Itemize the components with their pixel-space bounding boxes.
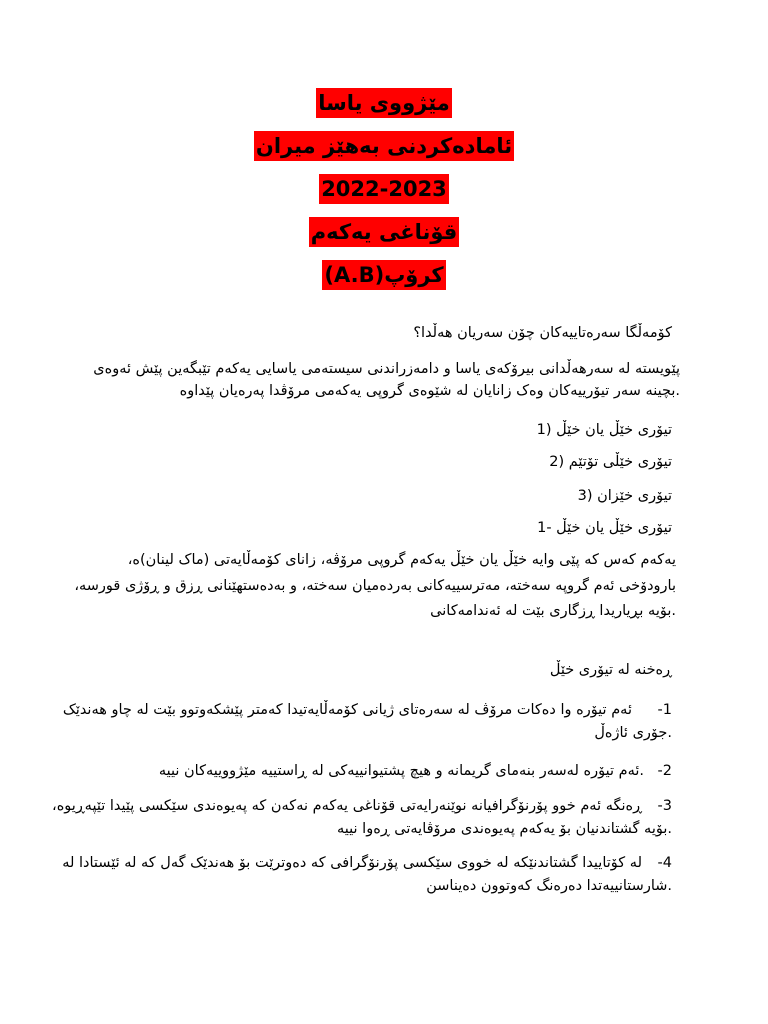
criticism-number: -3 <box>657 798 672 814</box>
criticism-text-line: .بۆیە گشتاندنیان بۆ یەکەم پەیوەندی مرۆڤایەتی ڕەوا نییە <box>337 821 672 837</box>
section-heading: تیۆری خێڵ یان خێڵ -1 <box>537 520 672 536</box>
criticism-text-line: .جۆری ئاژەڵ <box>594 725 672 741</box>
title-line-1 <box>0 88 768 131</box>
academic-year: 2022-2023 <box>319 174 449 204</box>
criticism-text-line: .شارستانییەتدا دەرەنگ کەوتوون دەیناسن <box>426 878 672 894</box>
criticism-text-line: ڕەنگە ئەم خوو پۆرنۆگرافیانە نوێنەرایەتی قۆناغی یەکەم نەکەن کە پەیوەندی سێکسی پێیدا تێپەڕیوە، <box>52 798 642 814</box>
stage-label: قۆناغی یەکەم <box>309 217 460 247</box>
criticism-number: -4 <box>657 855 672 871</box>
criticism-heading: ڕەخنە لە تیۆری خێڵ <box>549 662 672 678</box>
criticism-text-line: لە کۆتاییدا گشتاندنێکە لە خووی سێکسی پۆرنۆگرافی کە دەوترێت بۆ هەندێک گەل کە لە ئێستادا لە <box>62 855 642 871</box>
title-line-4 <box>0 217 768 260</box>
intro-line-2: .بچینە سەر تیۆرییەکان وەک زانایان لە شێوەی گروپی یەکەمی مرۆڤدا پەرەیان پێداوە <box>179 383 680 399</box>
title-line-3 <box>0 174 768 217</box>
question-heading: کۆمەڵگا سەرەتاییەکان چۆن سەریان هەڵدا؟ <box>413 325 672 341</box>
title-line-5 <box>0 260 768 303</box>
title-block <box>0 88 768 303</box>
course-title: مێژووی یاسا <box>316 88 452 118</box>
title-line-2 <box>0 131 768 174</box>
theory-item-3: تیۆری خێزان (3 <box>577 488 672 504</box>
theory-item-1: تیۆری خێڵ یان خێڵ (1 <box>536 422 672 438</box>
author-line: ئامادەکردنی بەهێز میران <box>254 131 514 161</box>
group-label: (A.B)کرۆپ <box>322 260 445 290</box>
criticism-text-line: .ئەم تیۆرە لەسەر بنەمای گریمانە و هیچ پشتیوانییەکی لە ڕاستییە مێژووییەکان نییە <box>158 763 644 779</box>
criticism-number: -2 <box>657 763 672 779</box>
section-body-line-1: یەکەم کەس کە پێی وایە خێڵ یان خێڵ یەکەم گروپی مرۆڤە، زانای کۆمەڵایەتی (ماک لینان)ە، <box>127 552 676 568</box>
criticism-number: -1 <box>657 702 672 718</box>
criticism-text-line: ئەم تیۆرە وا دەکات مرۆڤ لە سەرەتای ژیانی کۆمەڵایەتیدا کەمتر پێشکەوتوو بێت لە چاو هەندێک <box>62 702 632 718</box>
section-body-line-3: .بۆیە بڕیاریدا ڕزگاری بێت لە ئەندامەکانی <box>430 603 676 619</box>
theory-item-2: تیۆری خێڵی تۆتێم (2 <box>549 454 672 470</box>
intro-line-1: پێویستە لە سەرهەڵدانی بیرۆکەی یاسا و دامەزراندنی سیستەمی یاسایی یەکەم تێبگەین پێش ئەوەی <box>93 361 680 377</box>
section-body-line-2: بارودۆخی ئەم گروپە سەختە، مەترسییەکانی بەردەمیان سەختە، و بەدەستهێنانی ڕزق و ڕۆژی قورسە، <box>74 578 676 594</box>
